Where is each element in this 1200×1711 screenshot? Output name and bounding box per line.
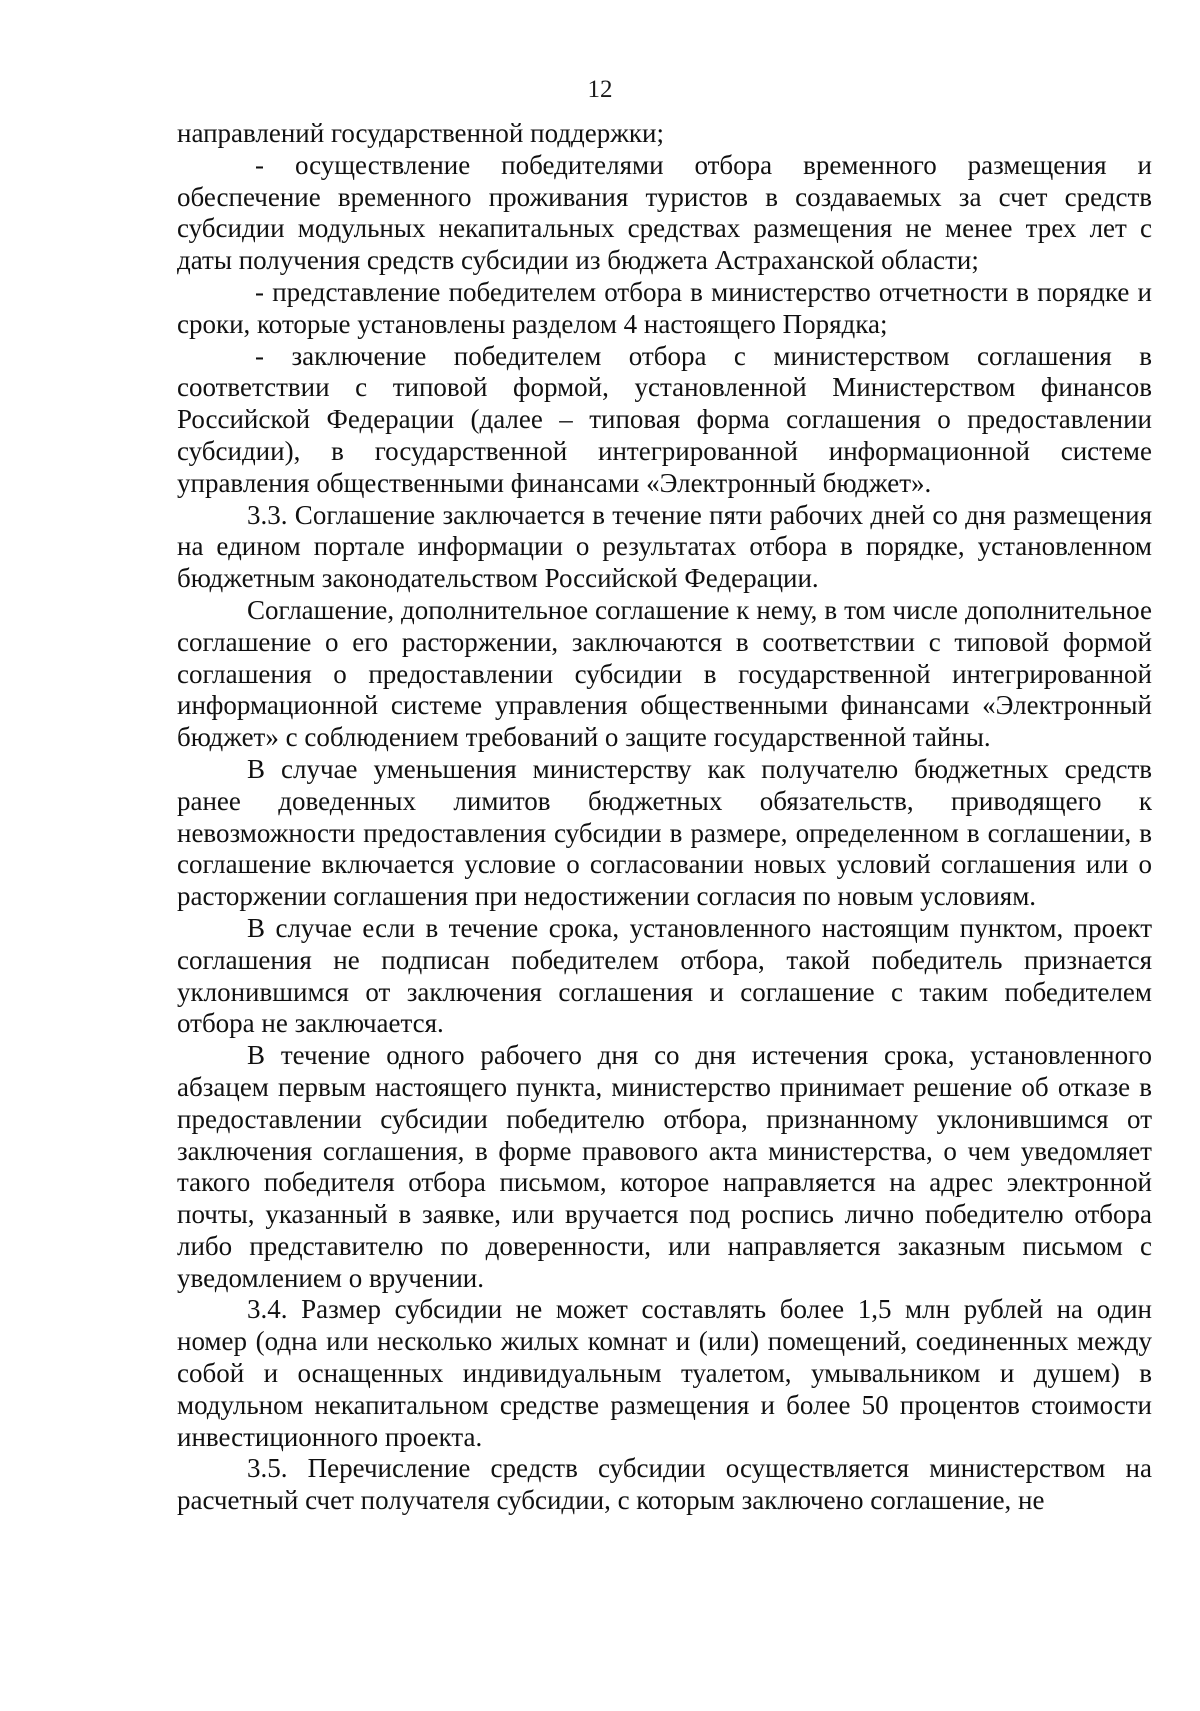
document-body <box>177 118 1152 1517</box>
paragraph-3-3: 3.3. Соглашение заключается в течение пяти рабочих дней со дня размещения на едином портале информации о результатах отбора в порядке, установленном бюджетным законодательством Российской Федерации. <box>177 499 1152 594</box>
list-item-reporting: - представление победителем отбора в министерство отчетности в порядке и сроки, которые установлены разделом 4 настоящего Порядка; <box>177 276 1152 339</box>
paragraph-unsigned-agreement: В случае если в течение срока, установленного настоящим пунктом, проект соглашения не подписан победителем отбора, такой победитель признается уклонившимся от заключения соглашения и соглашение с таким победителем отбора не заключается. <box>177 912 1152 1039</box>
page-number: 12 <box>587 76 613 103</box>
paragraph-refusal-decision: В течение одного рабочего дня со дня истечения срока, установленного абзацем первым настоящего пункта, министерство принимает решение об отказе в предоставлении субсидии победителю отбора, признанному уклонившимся от заключения соглашения, в форме правового акта министерства, о чем уведомляет такого победителя отбора письмом, которое направляется на адрес электронной почты, указанный в заявке, или вручается под роспись лично победителю отбора либо представителю по доверенности, или направляется заказным письмом с уведомлением о вручении. <box>177 1040 1152 1293</box>
paragraph-limits-reduction: В случае уменьшения министерству как получателю бюджетных средств ранее доведенных лимитов бюджетных обязательств, приводящего к невозможности предоставления субсидии в размере, определенном в соглашении, в соглашение включается условие о согласовании новых условий соглашения или о расторжении соглашения при недостижении согласия по новым условиям. <box>177 753 1152 912</box>
list-item-placement: - осуществление победителями отбора временного размещения и обеспечение временного проживания туристов в создаваемых за счет средств субсидии модульных некапитальных средствах размещения не менее трех лет с даты получения средств субсидии из бюджета Астраханской области; <box>177 149 1152 276</box>
paragraph-3-5: 3.5. Перечисление средств субсидии осуществляется министерством на расчетный счет получателя субсидии, с которым заключено соглашение, не <box>177 1453 1152 1516</box>
paragraph-agreement-form: Соглашение, дополнительное соглашение к нему, в том числе дополнительное соглашение о его расторжении, заключаются в соответствии с типовой формой соглашения о предоставлении субсидии в государственной интегрированной информационной системе управления общественными финансами «Электронный бюджет» с соблюдением требований о защите государственной тайны. <box>177 594 1152 753</box>
paragraph-3-4: 3.4. Размер субсидии не может составлять более 1,5 млн рублей на один номер (одна или несколько жилых комнат и (или) помещений, соединенных между собой и оснащенных индивидуальным туалетом, умывальником и душем) в модульном некапитальном средстве размещения и более 50 процентов стоимости инвестиционного проекта. <box>177 1294 1152 1452</box>
list-item-agreement: - заключение победителем отбора с министерством соглашения в соответствии с типовой формой, установленной Министерством финансов Российской Федерации (далее – типовая форма соглашения о предоставлении субсидии), в государственной интегрированной информационной системе управления общественными финансами «Электронный бюджет». <box>177 340 1152 498</box>
paragraph-continuation: направлений государственной поддержки; <box>177 118 664 148</box>
